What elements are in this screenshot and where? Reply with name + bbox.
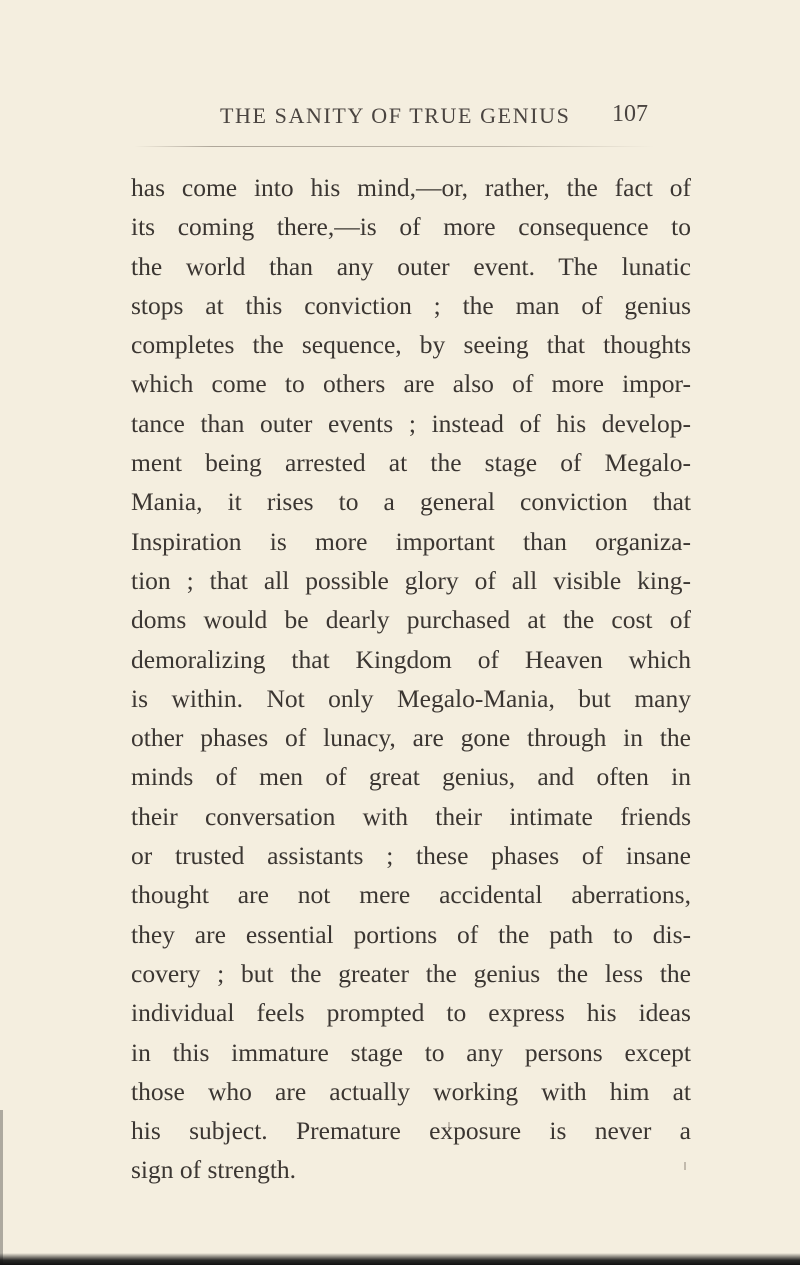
page-edge-shadow <box>0 1110 3 1265</box>
running-title: THE SANITY OF TRUE GENIUS <box>220 103 571 128</box>
text-line: minds of men of great genius, and often in <box>131 762 691 792</box>
text-line: doms would be dearly purchased at the cost of <box>131 605 691 635</box>
text-line: tion ; that all possible glory of all visible king- <box>131 565 691 595</box>
text-line: individual feels prompted to express his ideas <box>131 998 691 1028</box>
header-rule <box>134 146 654 147</box>
running-header <box>220 103 660 137</box>
text-line: demoralizing that Kingdom of Heaven which <box>131 644 691 674</box>
text-line: those who are actually working with him at <box>131 1076 691 1106</box>
page-number: 107 <box>612 101 648 127</box>
text-line: thought are not mere accidental aberrations, <box>131 880 691 910</box>
paper-speck <box>448 1122 450 1132</box>
scan-bottom-edge <box>0 1253 800 1265</box>
text-line: ment being arrested at the stage of Megalo- <box>131 448 691 478</box>
text-line: its coming there,—is of more consequence to <box>131 212 691 242</box>
text-line: the world than any outer event. The lunatic <box>131 251 691 281</box>
text-line: their conversation with their intimate friends <box>131 801 691 831</box>
text-line: covery ; but the greater the genius the less the <box>131 958 691 988</box>
text-line: completes the sequence, by seeing that thoughts <box>131 330 691 360</box>
text-line: in this immature stage to any persons except <box>131 1037 691 1067</box>
text-line: his subject. Premature exposure is never a <box>131 1116 691 1146</box>
text-line: they are essential portions of the path to dis- <box>131 919 691 949</box>
text-line: Inspiration is more important than organiza- <box>131 526 691 556</box>
text-line: stops at this conviction ; the man of genius <box>131 290 691 320</box>
text-line: or trusted assistants ; these phases of insane <box>131 841 691 871</box>
body-paragraph <box>131 168 691 1190</box>
text-line-last: sign of strength. <box>131 1155 297 1185</box>
text-line: is within. Not only Megalo-Mania, but many <box>131 683 691 713</box>
text-line: which come to others are also of more impor- <box>131 369 691 399</box>
text-line: other phases of lunacy, are gone through in the <box>131 723 691 753</box>
text-line: tance than outer events ; instead of his develop- <box>131 408 691 438</box>
text-line: Mania, it rises to a general conviction that <box>131 487 691 517</box>
paper-speck <box>684 1162 686 1170</box>
text-line: has come into his mind,—or, rather, the fact of <box>131 173 691 202</box>
